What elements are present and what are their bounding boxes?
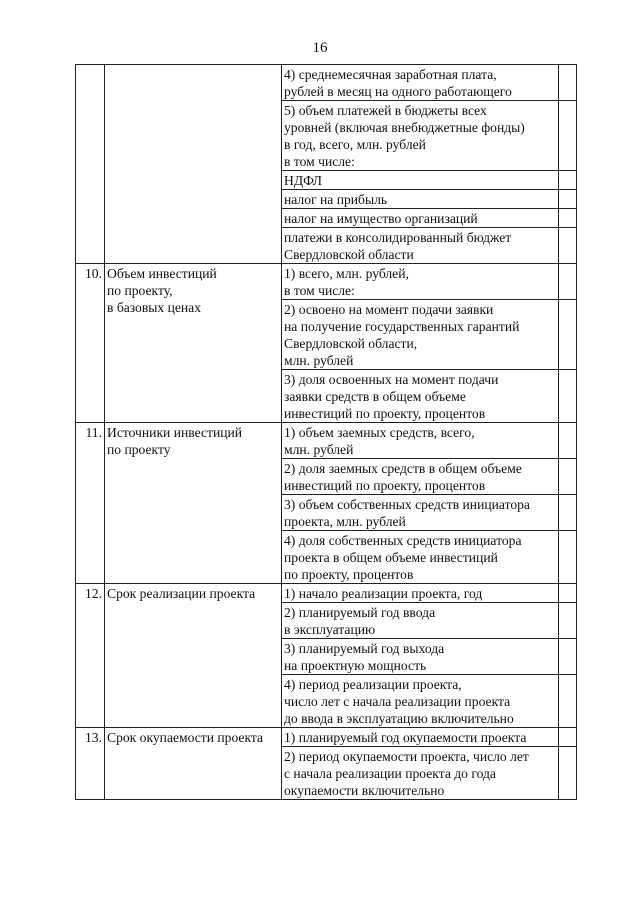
parameter-cell [282, 190, 559, 209]
parameter-line: 2) период окупаемости проекта, число лет [284, 749, 529, 764]
row-title-line: по проекту [107, 442, 171, 457]
parameter-line: до ввода в эксплуатацию включительно [284, 711, 514, 726]
parameter-line: окупаемости включительно [284, 783, 445, 798]
parameter-line: 4) доля собственных средств инициатора [284, 533, 522, 548]
parameter-cell [282, 639, 559, 675]
parameter-line: уровней (включая внебюджетные фонды) [284, 120, 525, 135]
row-title-line: Объем инвестиций [107, 266, 217, 281]
parameter-line: в год, всего, млн. рублей [284, 137, 426, 152]
parameter-line: 1) планируемый год окупаемости проекта [284, 730, 527, 745]
parameter-line: 4) период реализации проекта, [284, 677, 462, 692]
parameter-line: 3) доля освоенных на момент подачи [284, 372, 499, 387]
table-body [76, 65, 577, 800]
parameter-line: заявки средств в общем объеме [284, 389, 466, 404]
parameter-line: по проекту, процентов [284, 567, 414, 582]
parameter-line: инвестиций по проекту, процентов [284, 478, 486, 493]
parameter-cell [282, 495, 559, 531]
parameter-line: 2) освоено на момент подачи заявки [284, 302, 494, 317]
value-cell[interactable] [559, 370, 577, 423]
parameter-line: 1) объем заемных средств, всего, [284, 425, 475, 440]
row-title-cell [105, 264, 282, 423]
page-number: 16 [312, 40, 328, 56]
parameter-line: проекта, млн. рублей [284, 514, 406, 529]
parameter-line: млн. рублей [284, 442, 354, 457]
parameter-cell [282, 747, 559, 800]
parameter-cell [282, 65, 559, 101]
parameter-cell [282, 101, 559, 171]
row-number-cell [76, 65, 105, 264]
table-row [76, 264, 577, 300]
row-number-cell: 13. [76, 728, 105, 800]
parameter-line: платежи в консолидированный бюджет [284, 230, 512, 245]
value-cell[interactable] [559, 101, 577, 171]
parameter-line: в том числе: [284, 154, 355, 169]
row-number-cell: 10. [76, 264, 105, 423]
parameter-line: млн. рублей [284, 353, 354, 368]
value-cell[interactable] [559, 300, 577, 370]
parameter-line: на проектную мощность [284, 658, 427, 673]
value-cell[interactable] [559, 171, 577, 190]
parameter-line: рублей в месяц на одного работающего [284, 84, 512, 99]
parameter-cell [282, 209, 559, 228]
parameter-line: 5) объем платежей в бюджеты всех [284, 103, 487, 118]
value-cell[interactable] [559, 675, 577, 728]
parameter-cell [282, 603, 559, 639]
row-title-line: Срок реализации проекта [107, 586, 256, 601]
parameter-line: 2) доля заемных средств в общем объеме [284, 461, 522, 476]
value-cell[interactable] [559, 603, 577, 639]
parameter-line: 1) начало реализации проекта, год [284, 586, 483, 601]
row-number-cell: 12. [76, 584, 105, 728]
parameter-line: инвестиций по проекту, процентов [284, 406, 486, 421]
parameter-line: налог на прибыль [284, 192, 388, 207]
value-cell[interactable] [559, 747, 577, 800]
row-title-line: в базовых ценах [107, 300, 202, 315]
parameter-cell [282, 459, 559, 495]
value-cell[interactable] [559, 209, 577, 228]
table-row [76, 584, 577, 603]
parameter-cell [282, 531, 559, 584]
table-row [76, 423, 577, 459]
parameter-line: НДФЛ [284, 173, 323, 188]
value-cell[interactable] [559, 228, 577, 264]
parameter-line: 1) всего, млн. рублей, [284, 266, 409, 281]
parameter-line: проекта в общем объеме инвестиций [284, 550, 498, 565]
table-row [76, 65, 577, 101]
row-title-line: Источники инвестиций [107, 425, 243, 440]
parameter-line: 2) планируемый год ввода [284, 605, 436, 620]
value-cell[interactable] [559, 584, 577, 603]
row-title-line: по проекту, [107, 283, 173, 298]
parameter-line: 3) планируемый год выхода [284, 641, 445, 656]
row-title-cell [105, 728, 282, 800]
parameter-cell [282, 300, 559, 370]
parameter-cell [282, 423, 559, 459]
row-title-cell [105, 584, 282, 728]
value-cell[interactable] [559, 264, 577, 300]
parameter-line: 4) среднемесячная заработная плата, [284, 67, 497, 82]
row-title-cell [105, 65, 282, 264]
parameter-cell [282, 728, 559, 747]
parameter-line: 3) объем собственных средств инициатора [284, 497, 530, 512]
value-cell[interactable] [559, 65, 577, 101]
row-title-cell [105, 423, 282, 584]
value-cell[interactable] [559, 423, 577, 459]
parameter-line: число лет с начала реализации проекта [284, 694, 511, 709]
value-cell[interactable] [559, 728, 577, 747]
parameter-line: в том числе: [284, 283, 355, 298]
value-cell[interactable] [559, 639, 577, 675]
project-parameters-table [75, 64, 577, 800]
row-number-cell: 11. [76, 423, 105, 584]
parameter-line: Свердловской области, [284, 336, 418, 351]
parameter-cell [282, 584, 559, 603]
value-cell[interactable] [559, 190, 577, 209]
table-row [76, 728, 577, 747]
row-title-line: Срок окупаемости проекта [107, 730, 264, 745]
parameter-cell [282, 171, 559, 190]
parameter-cell [282, 675, 559, 728]
parameter-cell [282, 370, 559, 423]
parameter-cell [282, 264, 559, 300]
parameter-line: в эксплуатацию [284, 622, 376, 637]
parameter-line: на получение государственных гарантий [284, 319, 520, 334]
parameter-line: с начала реализации проекта до года [284, 766, 496, 781]
parameter-line: налог на имущество организаций [284, 211, 478, 226]
parameter-cell [282, 228, 559, 264]
value-cell[interactable] [559, 531, 577, 584]
value-cell[interactable] [559, 495, 577, 531]
value-cell[interactable] [559, 459, 577, 495]
parameter-line: Свердловской области [284, 247, 414, 262]
